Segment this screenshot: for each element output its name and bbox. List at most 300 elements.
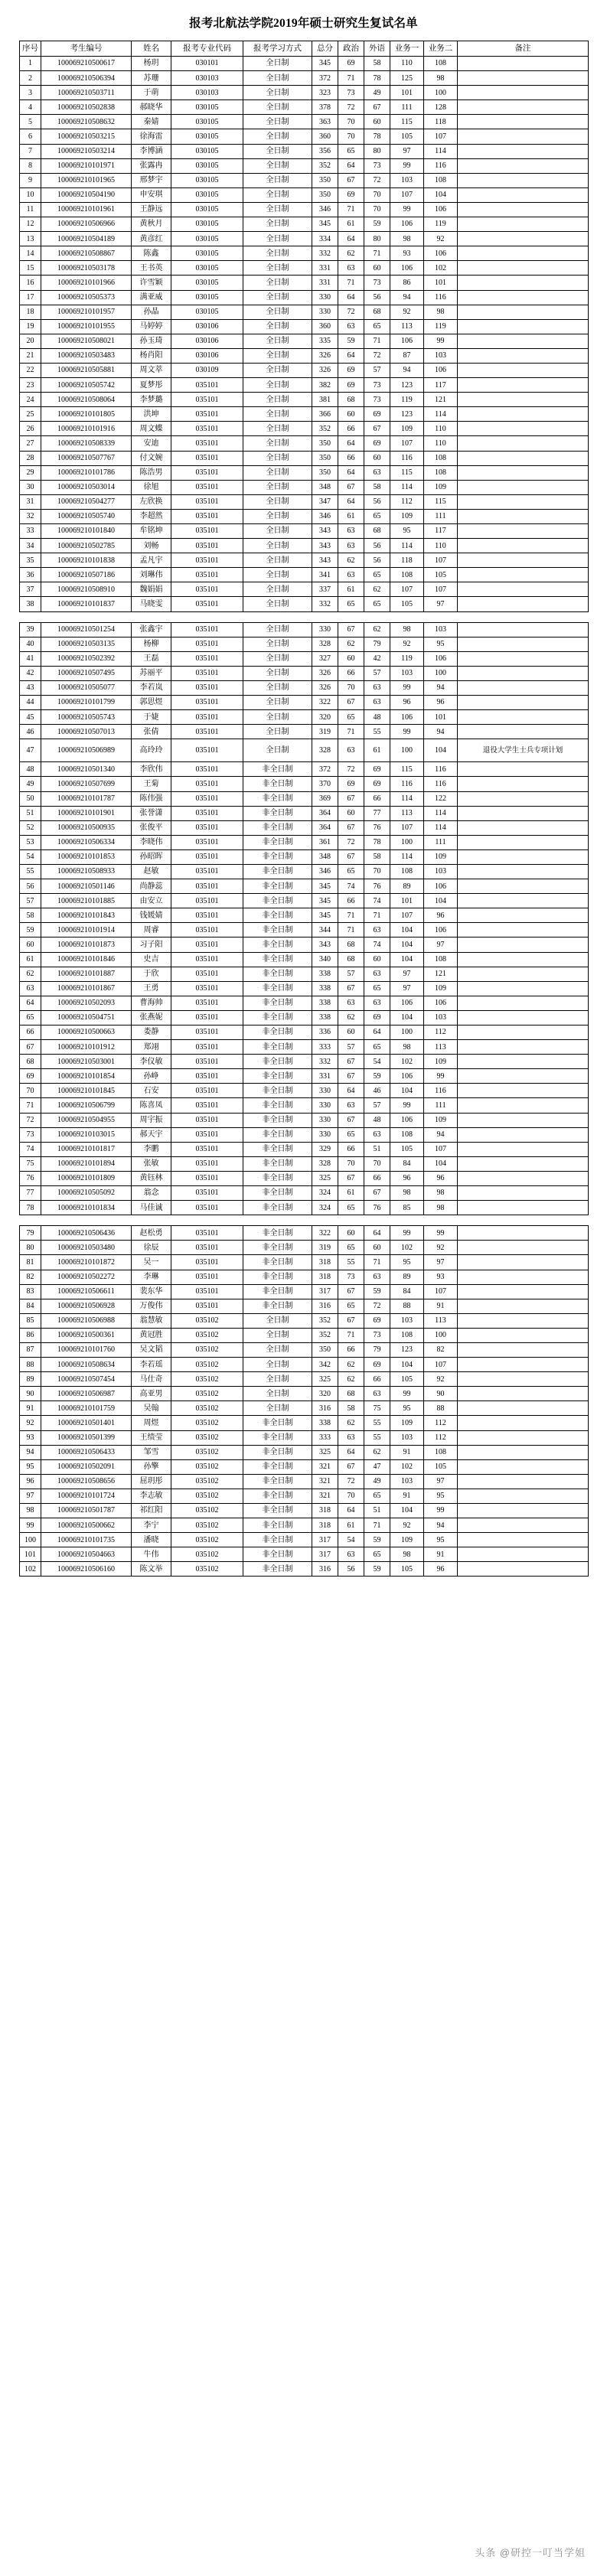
cell-b1: 103: [390, 173, 424, 187]
cell-for: 69: [364, 1358, 390, 1372]
cell-major: 035101: [171, 835, 243, 849]
table-row: [20, 276, 589, 290]
cell-exam: 100069210101955: [41, 319, 132, 334]
table-row: [20, 246, 589, 261]
cell-for: 70: [364, 187, 390, 202]
cell-idx: 27: [20, 436, 41, 451]
cell-major: 035101: [171, 422, 243, 436]
cell-pol: 57: [338, 1040, 364, 1055]
cell-exam: 100069210502838: [41, 100, 132, 115]
cell-b2: 106: [424, 879, 458, 894]
cell-exam: 100069210101817: [41, 1142, 132, 1156]
cell-exam: 100069210101912: [41, 1040, 132, 1055]
cell-b1: 99: [390, 202, 424, 217]
cell-for: 47: [364, 1459, 390, 1474]
cell-note: [458, 1040, 589, 1055]
cell-exam: 100069210500361: [41, 1328, 132, 1342]
cell-idx: 91: [20, 1401, 41, 1416]
cell-b1: 104: [390, 923, 424, 937]
cell-for: 63: [364, 967, 390, 981]
cell-for: 71: [364, 908, 390, 923]
cell-note: [458, 923, 589, 937]
cell-name: 安迪: [132, 436, 171, 451]
cell-name: 张誉潇: [132, 806, 171, 820]
cell-exam: 100069210506799: [41, 1098, 132, 1113]
cell-mode: 全日制: [243, 1387, 312, 1401]
table-row: [20, 1241, 589, 1255]
cell-b2: 109: [424, 849, 458, 864]
cell-for: 63: [364, 1270, 390, 1284]
cell-name: 万俊伟: [132, 1299, 171, 1313]
table-row: [20, 637, 589, 651]
cell-b1: 98: [390, 1186, 424, 1201]
cell-total: 326: [312, 666, 338, 680]
cell-idx: 65: [20, 1010, 41, 1025]
cell-b1: 104: [390, 952, 424, 967]
cell-name: 史吉: [132, 952, 171, 967]
cell-mode: 非全日制: [243, 1518, 312, 1533]
cell-note: [458, 86, 589, 100]
cell-note: [458, 1201, 589, 1215]
cell-total: 356: [312, 144, 338, 158]
cell-exam: 100069210503001: [41, 1055, 132, 1069]
cell-idx: 100: [20, 1533, 41, 1547]
cell-b2: 108: [424, 1445, 458, 1459]
table-row: [20, 524, 589, 539]
cell-b2: 109: [424, 981, 458, 996]
cell-major: 030105: [171, 246, 243, 261]
cell-pol: 70: [338, 680, 364, 695]
cell-exam: 100069210101805: [41, 407, 132, 422]
cell-b2: 99: [424, 1069, 458, 1084]
cell-b1: 115: [390, 115, 424, 129]
cell-b2: 94: [424, 680, 458, 695]
roster-table-container: [0, 41, 607, 1577]
cell-idx: 78: [20, 1201, 41, 1215]
table-row: [20, 666, 589, 680]
cell-b2: 107: [424, 129, 458, 144]
cell-note: [458, 651, 589, 666]
table-row: [20, 806, 589, 820]
column-header-exam: 考生编号: [41, 41, 132, 57]
cell-pol: 67: [338, 622, 364, 637]
cell-name: 秦婧: [132, 115, 171, 129]
cell-exam: 100069210508656: [41, 1474, 132, 1489]
cell-b1: 107: [390, 820, 424, 835]
cell-major: 030105: [171, 100, 243, 115]
cell-name: 李鹏: [132, 1142, 171, 1156]
cell-total: 350: [312, 436, 338, 451]
cell-mode: 非全日制: [243, 923, 312, 937]
cell-b1: 102: [390, 1241, 424, 1255]
cell-pol: 70: [338, 1156, 364, 1171]
cell-major: 035101: [171, 407, 243, 422]
cell-b1: 106: [390, 996, 424, 1010]
cell-note: [458, 524, 589, 539]
cell-name: 王勇: [132, 981, 171, 996]
cell-total: 341: [312, 568, 338, 582]
cell-exam: 100069210504190: [41, 187, 132, 202]
cell-for: 59: [364, 1284, 390, 1299]
cell-b2: 107: [424, 553, 458, 568]
cell-name: 张俊平: [132, 820, 171, 835]
cell-total: 360: [312, 129, 338, 144]
cell-name: 王书英: [132, 261, 171, 276]
cell-major: 030105: [171, 144, 243, 158]
table-row: [20, 1387, 589, 1401]
cell-exam: 100069210508632: [41, 115, 132, 129]
cell-for: 70: [364, 202, 390, 217]
cell-exam: 100069210506334: [41, 835, 132, 849]
cell-note: [458, 1113, 589, 1127]
cell-b1: 100: [390, 1026, 424, 1040]
cell-b2: 94: [424, 1127, 458, 1142]
cell-idx: 60: [20, 937, 41, 952]
table-row: [20, 923, 589, 937]
table-row: [20, 290, 589, 305]
cell-name: 周煜: [132, 1416, 171, 1430]
cell-note: [458, 996, 589, 1010]
cell-note: [458, 981, 589, 996]
cell-exam: 100069210101867: [41, 981, 132, 996]
cell-major: 030105: [171, 115, 243, 129]
cell-exam: 100069210505077: [41, 680, 132, 695]
cell-for: 63: [364, 923, 390, 937]
cell-b1: 106: [390, 1069, 424, 1084]
cell-b1: 95: [390, 1401, 424, 1416]
cell-exam: 100069210500663: [41, 1026, 132, 1040]
cell-idx: 82: [20, 1270, 41, 1284]
cell-b2: 107: [424, 1358, 458, 1372]
cell-name: 李若岚: [132, 680, 171, 695]
cell-exam: 100069210501787: [41, 1504, 132, 1518]
cell-name: 杨柳: [132, 637, 171, 651]
cell-b2: 119: [424, 217, 458, 232]
cell-for: 70: [364, 864, 390, 879]
cell-total: 345: [312, 879, 338, 894]
cell-name: 邢梦宇: [132, 173, 171, 187]
cell-idx: 85: [20, 1313, 41, 1328]
cell-b1: 92: [390, 1518, 424, 1533]
cell-major: 035101: [171, 1186, 243, 1201]
cell-for: 61: [364, 739, 390, 762]
cell-b2: 119: [424, 319, 458, 334]
table-row: [20, 173, 589, 187]
cell-exam: 100069210505740: [41, 509, 132, 523]
cell-pol: 73: [338, 1270, 364, 1284]
cell-note: [458, 334, 589, 348]
cell-b1: 97: [390, 981, 424, 996]
cell-exam: 100069210507186: [41, 568, 132, 582]
cell-note: [458, 290, 589, 305]
cell-b2: 95: [424, 1489, 458, 1503]
cell-name: 黄彦红: [132, 232, 171, 246]
cell-major: 030106: [171, 319, 243, 334]
table-row: [20, 1142, 589, 1156]
cell-mode: 全日制: [243, 1358, 312, 1372]
cell-b1: 115: [390, 465, 424, 480]
cell-mode: 全日制: [243, 144, 312, 158]
cell-name: 张倩: [132, 725, 171, 739]
cell-total: 318: [312, 1255, 338, 1270]
cell-pol: 63: [338, 1430, 364, 1445]
roster-table: [19, 1225, 589, 1577]
cell-mode: 全日制: [243, 129, 312, 144]
cell-idx: 59: [20, 923, 41, 937]
cell-exam: 100069210505742: [41, 378, 132, 393]
cell-major: 035101: [171, 725, 243, 739]
cell-pol: 63: [338, 524, 364, 539]
cell-exam: 100069210506433: [41, 1445, 132, 1459]
cell-exam: 100069210508910: [41, 582, 132, 597]
cell-for: 69: [364, 1313, 390, 1328]
cell-pol: 70: [338, 129, 364, 144]
cell-b2: 98: [424, 1201, 458, 1215]
cell-exam: 100069210503483: [41, 348, 132, 363]
cell-major: 035102: [171, 1328, 243, 1342]
cell-major: 030106: [171, 334, 243, 348]
cell-note: [458, 666, 589, 680]
cell-b2: 114: [424, 806, 458, 820]
cell-note: [458, 1156, 589, 1171]
cell-note: [458, 436, 589, 451]
cell-note: [458, 1401, 589, 1416]
cell-major: 030101: [171, 57, 243, 71]
cell-pol: 72: [338, 835, 364, 849]
cell-name: 周文蝶: [132, 422, 171, 436]
table-row: [20, 791, 589, 806]
cell-total: 331: [312, 276, 338, 290]
cell-total: 372: [312, 762, 338, 777]
cell-name: 王菊: [132, 777, 171, 791]
cell-for: 63: [364, 1127, 390, 1142]
cell-for: 62: [364, 622, 390, 637]
cell-for: 71: [364, 334, 390, 348]
cell-pol: 62: [338, 1372, 364, 1387]
cell-exam: 100069210101873: [41, 937, 132, 952]
cell-note: [458, 129, 589, 144]
cell-major: 035101: [171, 637, 243, 651]
cell-mode: 全日制: [243, 651, 312, 666]
cell-note: [458, 494, 589, 509]
cell-name: 曹海帅: [132, 996, 171, 1010]
cell-note: [458, 261, 589, 276]
cell-note: [458, 1313, 589, 1328]
cell-note: [458, 1533, 589, 1547]
cell-b1: 106: [390, 217, 424, 232]
cell-pol: 62: [338, 1358, 364, 1372]
cell-total: 338: [312, 1416, 338, 1430]
cell-exam: 100069210500935: [41, 820, 132, 835]
cell-total: 350: [312, 173, 338, 187]
cell-mode: 全日制: [243, 1313, 312, 1328]
cell-exam: 100069210503214: [41, 144, 132, 158]
cell-total: 332: [312, 597, 338, 611]
cell-exam: 100069210503178: [41, 261, 132, 276]
cell-exam: 100069210504277: [41, 494, 132, 509]
cell-for: 75: [364, 1401, 390, 1416]
cell-pol: 65: [338, 710, 364, 725]
cell-for: 55: [364, 1430, 390, 1445]
cell-pol: 71: [338, 923, 364, 937]
cell-name: 潘晓: [132, 1533, 171, 1547]
cell-for: 78: [364, 129, 390, 144]
cell-b2: 116: [424, 1084, 458, 1098]
cell-exam: 100069210503014: [41, 480, 132, 494]
cell-idx: 76: [20, 1171, 41, 1185]
cell-major: 035101: [171, 553, 243, 568]
cell-major: 035101: [171, 378, 243, 393]
cell-idx: 35: [20, 553, 41, 568]
cell-major: 035101: [171, 1127, 243, 1142]
cell-major: 035102: [171, 1474, 243, 1489]
cell-b2: 92: [424, 1372, 458, 1387]
cell-total: 338: [312, 996, 338, 1010]
cell-exam: 100069210101965: [41, 173, 132, 187]
cell-b2: 100: [424, 666, 458, 680]
cell-major: 035101: [171, 1055, 243, 1069]
cell-note: [458, 393, 589, 407]
cell-total: 372: [312, 71, 338, 86]
cell-name: 赵敏: [132, 864, 171, 879]
cell-pol: 69: [338, 57, 364, 71]
cell-exam: 100069210507495: [41, 666, 132, 680]
cell-exam: 100069210508021: [41, 334, 132, 348]
cell-pol: 71: [338, 725, 364, 739]
cell-total: 317: [312, 1547, 338, 1562]
cell-pol: 67: [338, 791, 364, 806]
cell-major: 030105: [171, 202, 243, 217]
cell-total: 316: [312, 1562, 338, 1577]
cell-mode: 非全日制: [243, 1255, 312, 1270]
cell-mode: 全日制: [243, 363, 312, 377]
cell-for: 48: [364, 1113, 390, 1127]
cell-for: 77: [364, 806, 390, 820]
table-row: [20, 553, 589, 568]
cell-b2: 97: [424, 1255, 458, 1270]
table-row: [20, 480, 589, 494]
table-row: [20, 144, 589, 158]
cell-pol: 62: [338, 1010, 364, 1025]
cell-exam: 100069210503711: [41, 86, 132, 100]
cell-for: 65: [364, 319, 390, 334]
column-header-total: 总分: [312, 41, 338, 57]
table-row: [20, 696, 589, 710]
cell-major: 035101: [171, 923, 243, 937]
cell-exam: 100069210101837: [41, 597, 132, 611]
cell-exam: 100069210501340: [41, 762, 132, 777]
cell-for: 67: [364, 422, 390, 436]
roster-table: [19, 622, 589, 1216]
cell-b1: 107: [390, 187, 424, 202]
cell-note: [458, 1372, 589, 1387]
table-row: [20, 820, 589, 835]
cell-idx: 22: [20, 363, 41, 377]
table-row: [20, 1372, 589, 1387]
cell-name: 申安琪: [132, 187, 171, 202]
cell-major: 035101: [171, 568, 243, 582]
cell-for: 55: [364, 1416, 390, 1430]
cell-for: 73: [364, 378, 390, 393]
cell-idx: 6: [20, 129, 41, 144]
cell-major: 030105: [171, 187, 243, 202]
cell-mode: 非全日制: [243, 777, 312, 791]
cell-exam: 100069210101843: [41, 908, 132, 923]
table-row: [20, 1201, 589, 1215]
cell-mode: 非全日制: [243, 1156, 312, 1171]
column-header-pol: 政治: [338, 41, 364, 57]
cell-name: 张敏: [132, 1156, 171, 1171]
cell-b2: 101: [424, 276, 458, 290]
cell-mode: 非全日制: [243, 1142, 312, 1156]
cell-idx: 92: [20, 1416, 41, 1430]
cell-mode: 全日制: [243, 539, 312, 553]
cell-mode: 非全日制: [243, 1186, 312, 1201]
cell-exam: 100069210501146: [41, 879, 132, 894]
cell-b1: 125: [390, 71, 424, 86]
cell-b2: 104: [424, 894, 458, 908]
cell-total: 343: [312, 539, 338, 553]
cell-note: [458, 276, 589, 290]
cell-mode: 非全日制: [243, 1127, 312, 1142]
cell-idx: 74: [20, 1142, 41, 1156]
cell-b1: 108: [390, 568, 424, 582]
cell-name: 王磊: [132, 651, 171, 666]
cell-total: 332: [312, 1055, 338, 1069]
cell-mode: 非全日制: [243, 820, 312, 835]
cell-for: 59: [364, 1069, 390, 1084]
cell-total: 381: [312, 393, 338, 407]
table-row: [20, 115, 589, 129]
cell-b2: 113: [424, 1040, 458, 1055]
cell-b2: 104: [424, 739, 458, 762]
cell-pol: 69: [338, 363, 364, 377]
cell-idx: 7: [20, 144, 41, 158]
cell-note: [458, 539, 589, 553]
cell-b1: 105: [390, 129, 424, 144]
cell-b2: 109: [424, 1055, 458, 1069]
cell-exam: 100069210508064: [41, 393, 132, 407]
cell-exam: 100069210506611: [41, 1284, 132, 1299]
cell-note: [458, 144, 589, 158]
cell-mode: 全日制: [243, 1401, 312, 1416]
cell-exam: 100069210101885: [41, 894, 132, 908]
table-row: [20, 422, 589, 436]
table-row: [20, 762, 589, 777]
cell-major: 035101: [171, 952, 243, 967]
cell-b1: 107: [390, 908, 424, 923]
cell-name: 陈喜凤: [132, 1098, 171, 1113]
cell-total: 332: [312, 246, 338, 261]
cell-name: 陈文举: [132, 1562, 171, 1577]
table-row: [20, 1113, 589, 1127]
cell-note: [458, 1358, 589, 1372]
cell-major: 035101: [171, 465, 243, 480]
cell-mode: 全日制: [243, 524, 312, 539]
cell-b2: 110: [424, 422, 458, 436]
cell-b2: 106: [424, 923, 458, 937]
cell-pol: 71: [338, 202, 364, 217]
cell-note: [458, 100, 589, 115]
cell-b1: 114: [390, 539, 424, 553]
cell-b2: 108: [424, 465, 458, 480]
cell-pol: 61: [338, 217, 364, 232]
cell-for: 63: [364, 680, 390, 695]
table-row: [20, 680, 589, 695]
cell-b1: 98: [390, 1547, 424, 1562]
cell-note: [458, 465, 589, 480]
table-row: [20, 71, 589, 86]
